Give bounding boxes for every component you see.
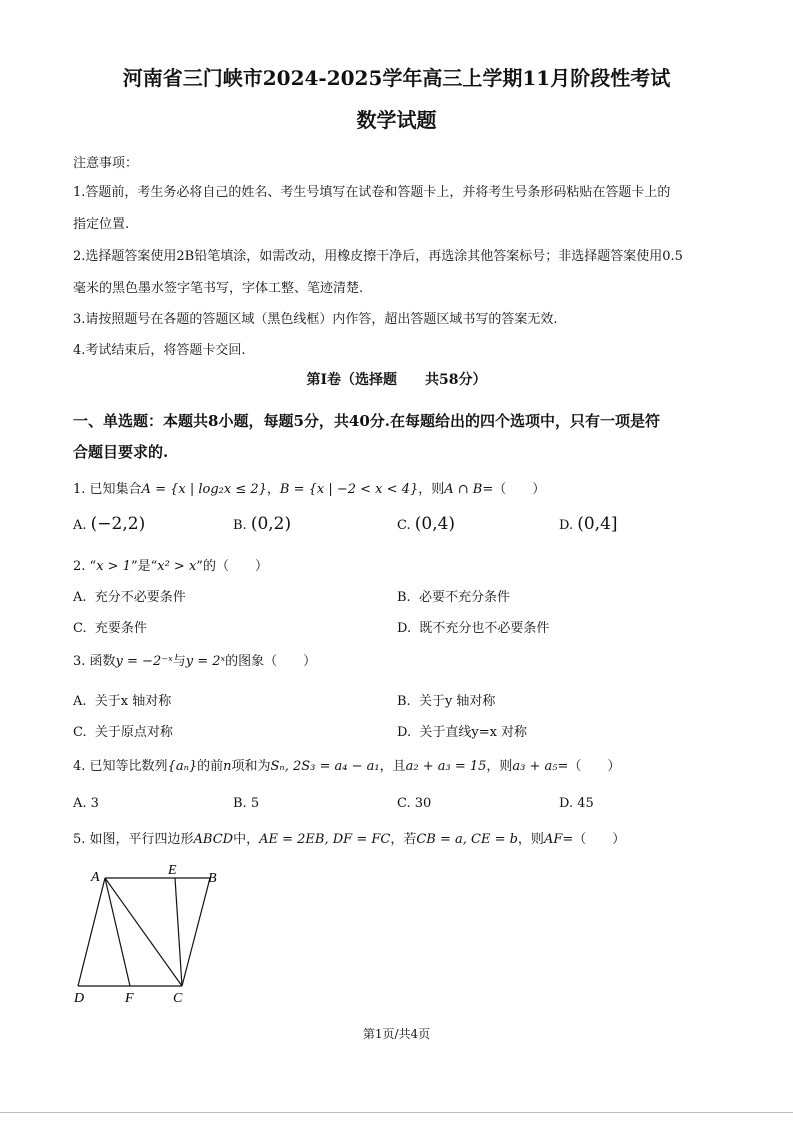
- q4-option-c-label: C.: [397, 796, 411, 811]
- diagonal-ac: [105, 878, 182, 986]
- notice-item-2-line-2: 毫米的黑色墨水签字笔书写，字体工整、笔迹清楚.: [73, 281, 364, 296]
- q3-option-d-label: D.: [397, 725, 412, 740]
- q3-option-d[interactable]: [397, 721, 527, 740]
- q1-option-d[interactable]: [559, 514, 618, 534]
- q4-option-d-label: D.: [559, 796, 574, 811]
- q2-option-b-value: 必要不充分条件: [418, 590, 510, 605]
- q5-vectors: CB = a, CE = b: [416, 832, 518, 847]
- q1-option-a-value: (−2,2): [90, 514, 146, 534]
- q4-condition: a₂ + a₃ = 15: [405, 759, 487, 774]
- q5-mid-3: ，则: [517, 832, 544, 847]
- segment-af: [105, 878, 130, 986]
- point-label-c: C: [173, 991, 183, 1006]
- q5-mid-2: ，若: [390, 832, 417, 847]
- q3-option-c[interactable]: [73, 721, 173, 740]
- q3-option-c-label: C.: [73, 725, 87, 740]
- page-bottom-divider: [0, 1112, 793, 1113]
- q1-option-b-value: (0,2): [250, 514, 292, 534]
- q1-option-d-value: (0,4]: [577, 514, 618, 534]
- q3-option-b[interactable]: [397, 690, 495, 709]
- q1-option-a-label: A.: [73, 518, 87, 533]
- q1-option-b[interactable]: [233, 514, 291, 534]
- q1-set-a: A = {x | log₂x ≤ 2}: [141, 482, 267, 497]
- q4-option-a-value: 3: [90, 796, 99, 811]
- q2-condition-2: x² > x: [157, 559, 197, 574]
- q2-mid: ”是“: [130, 559, 158, 574]
- q2-option-a-label: A.: [73, 590, 87, 605]
- q2-option-a[interactable]: [73, 586, 186, 605]
- q5-mid-1: 中，: [233, 832, 260, 847]
- q4-prefix: 4. 已知等比数列: [73, 759, 168, 774]
- notice-item-2-line-1: 2.选择题答案使用2B铅笔填涂，如需改动，用橡皮擦干净后，再选涂其他答案标号；非选择题答案使用0.5: [73, 249, 683, 264]
- q4-ask: a₃ + a₅: [512, 759, 558, 774]
- notice-item-1-line-2: 指定位置.: [73, 217, 130, 232]
- q4-option-a-label: A.: [73, 796, 87, 811]
- q4-suffix: =（ ）: [557, 759, 621, 774]
- q1-comma: ，: [266, 482, 280, 497]
- q4-mid-2: 项和为: [231, 759, 271, 774]
- q1-prefix: 1. 已知集合: [73, 482, 142, 497]
- point-label-b: B: [208, 871, 217, 886]
- q1-option-c-value: (0,4): [414, 514, 456, 534]
- q5-parallelogram-name: ABCD: [193, 832, 234, 847]
- question-4-stem: [73, 755, 620, 774]
- q3-prefix: 3. 函数: [73, 654, 116, 669]
- q3-with: 与: [172, 654, 186, 669]
- q2-option-c-label: C.: [73, 621, 87, 636]
- q5-suffix: =（ ）: [562, 832, 626, 847]
- q1-paren: =（ ）: [482, 482, 546, 497]
- q1-option-c[interactable]: [397, 514, 455, 534]
- point-label-d: D: [74, 991, 85, 1006]
- q3-option-a-value: 关于x 轴对称: [94, 694, 172, 709]
- q3-option-a-label: A.: [73, 694, 87, 709]
- point-label-a: A: [91, 870, 100, 885]
- notice-item-1-line-1: 1.答题前，考生务必将自己的姓名、考生号填写在试卷和答题卡上，并将考生号条形码粘贴在答题卡上的: [73, 185, 671, 200]
- q2-option-d[interactable]: [397, 617, 549, 636]
- q1-expression: A ∩ B: [444, 482, 483, 497]
- q2-suffix: ”的（ ）: [196, 559, 268, 574]
- q2-option-d-value: 既不充分也不必要条件: [419, 621, 550, 636]
- q2-option-b[interactable]: [397, 586, 510, 605]
- q2-option-a-value: 充分不必要条件: [94, 590, 186, 605]
- q1-option-b-label: B.: [233, 518, 247, 533]
- q2-condition-1: x > 1: [96, 559, 131, 574]
- notice-item-3: 3.请按照题号在各题的答题区域（黑色线框）内作答，超出答题区域书写的答案无效.: [73, 312, 558, 327]
- question-3-stem: [73, 650, 316, 669]
- q4-mid-3: ，且: [379, 759, 406, 774]
- q4-option-a[interactable]: [73, 796, 99, 811]
- q1-then: ，则: [418, 482, 445, 497]
- q4-n: n: [223, 759, 232, 774]
- q4-option-b-value: 5: [250, 796, 260, 811]
- q2-option-b-label: B.: [397, 590, 411, 605]
- q5-relations: AE = 2EB, DF = FC: [259, 832, 391, 847]
- q3-function-1: y = −2⁻ˣ: [115, 654, 173, 669]
- q2-option-c[interactable]: [73, 617, 147, 636]
- notice-heading: 注意事项：: [73, 156, 139, 171]
- segment-ec: [175, 878, 182, 986]
- q4-option-d[interactable]: [559, 796, 594, 811]
- q3-option-d-value: 关于直线y=x 对称: [419, 725, 528, 740]
- q2-option-c-value: 充要条件: [94, 621, 147, 636]
- question-1-stem: [73, 478, 545, 497]
- q3-option-c-value: 关于原点对称: [94, 725, 173, 740]
- point-label-e: E: [168, 863, 177, 878]
- q5-ask: AF: [543, 832, 563, 847]
- point-label-f: F: [125, 991, 134, 1006]
- q1-option-d-label: D.: [559, 518, 574, 533]
- q4-mid-1: 的前: [197, 759, 224, 774]
- q1-option-a[interactable]: [73, 514, 145, 534]
- q4-option-d-value: 45: [577, 796, 594, 811]
- exam-title: 河南省三门峡市2024-2025学年高三上学期11月阶段性考试: [122, 66, 671, 90]
- q4-sum-relation: Sₙ, 2S₃ = a₄ − a₁: [270, 759, 380, 774]
- part1-instructions-line-1: 一、单选题：本题共8小题，每题5分，共40分.在每题给出的四个选项中，只有一项是符: [73, 412, 660, 430]
- q2-prefix: 2. “: [73, 559, 97, 574]
- q5-parallelogram-figure: [70, 860, 230, 1010]
- q3-suffix: 的图象（ ）: [225, 654, 317, 669]
- part1-instructions-line-2: 合题目要求的.: [73, 443, 169, 461]
- q1-set-b: B = {x | −2 < x < 4}: [279, 482, 419, 497]
- notice-item-4: 4.考试结束后，将答题卡交回.: [73, 343, 246, 358]
- exam-subtitle: 数学试题: [356, 108, 437, 132]
- q3-option-b-value: 关于y 轴对称: [418, 694, 496, 709]
- page-number: 第1页/共4页: [362, 1027, 431, 1041]
- edge-da: [78, 878, 105, 986]
- q4-mid-4: ，则: [486, 759, 513, 774]
- q2-option-d-label: D.: [397, 621, 412, 636]
- q4-option-c[interactable]: [397, 796, 431, 811]
- edge-bc: [182, 878, 210, 986]
- section-title: 第Ⅰ卷（选择题 共58分）: [306, 372, 487, 388]
- q3-option-b-label: B.: [397, 694, 411, 709]
- q3-function-2: y = 2ˣ: [185, 654, 226, 669]
- q5-prefix: 5. 如图，平行四边形: [73, 832, 194, 847]
- q1-option-c-label: C.: [397, 518, 411, 533]
- question-5-stem: [73, 828, 625, 847]
- q4-option-c-value: 30: [414, 796, 432, 811]
- question-2-stem: [73, 555, 268, 574]
- q4-sequence: {aₙ}: [167, 759, 198, 774]
- q4-option-b[interactable]: [233, 796, 259, 811]
- q3-option-a[interactable]: [73, 690, 171, 709]
- q4-option-b-label: B.: [233, 796, 247, 811]
